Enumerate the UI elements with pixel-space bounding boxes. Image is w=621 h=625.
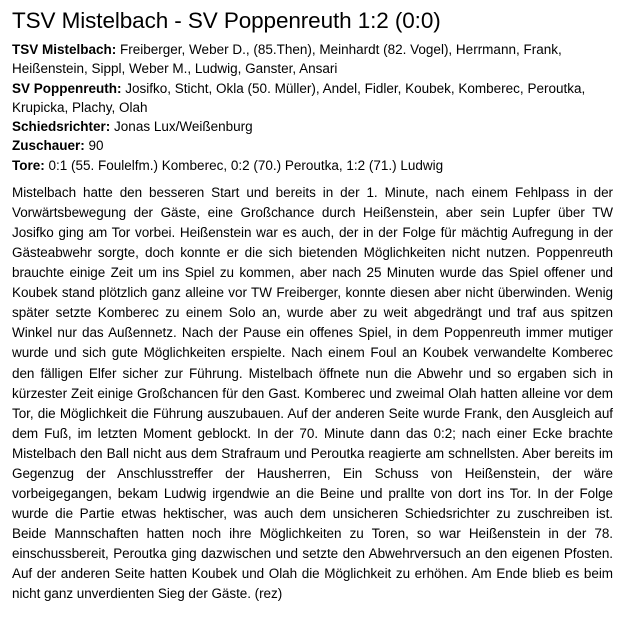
match-headline: TSV Mistelbach - SV Poppenreuth 1:2 (0:0) [12,8,441,33]
fact-label: TSV Mistelbach: [12,42,117,57]
lineup-away [12,79,613,118]
fact-value: Josifko, Sticht, Okla (50. Müller), Andel, Fidler, Koubek, Komberec, Peroutka, Krupicka, Plachy, Olah [12,80,586,115]
fact-label: SV Poppenreuth: [12,80,122,96]
fact-value: Jonas Lux/Weißenburg [110,119,253,135]
fact-label: Tore: [12,157,45,173]
lineup-home [12,40,613,79]
fact-label: Schiedsrichter: [12,119,111,135]
referee [12,117,613,136]
fact-label: Zuschauer: [12,138,85,154]
match-facts [12,40,613,175]
fact-value: Freiberger, Weber D., (85.Then), Meinhardt (82. Vogel), Herrmann, Frank, Heißenstein, Sippl, Weber M., Ludwig, Ganster, Ansari [12,42,562,77]
goals [12,156,613,175]
match-report: Mistelbach hatte den besseren Start und bereits in der 1. Minute, nach einem Fehlpass in der Vorwärtsbewegung der Gäste, eine Großchance durch Heißenstein, aber sein Lupfer über TW Josifko ging am Tor vorbei. Heißenstein war es auch, der in der Folge für mächtig Aufregung in der Gästeabwehr sorgte, doch konnte er die sich bietenden Möglichkeiten nicht nutzen. Poppenreuth brauchte einige Zeit um ins Spiel zu kommen, aber nach 25 Minuten wurde das Spiel offener und Koubek stand plötzlich ganz alleine vor TW Freiberger, konnte diesen aber nicht überwinden. Wenig später setzte Komberec zu einem Solo an, wurde aber zu weit abgedrängt und traf aus spitzen Winkel nur das Außennetz. Nach der Pause ein offenes Spiel, in dem Poppenreuth immer mutiger wurde und sich gute Möglichkeiten erspielte. Nach einem Foul an Koubek verwandelte Komberec den fälligen Elfer sicher zur Führung. Mistelbach öffnete nun die Abwehr und so ergaben sich in kürzester Zeit einige Großchancen für den Gast. Komberec und zweimal Olah hatten alleine vor dem Tor, die Möglichkeit die Führung auszubauen. Auf der anderen Seite wurde Frank, den Ausgleich auf dem Fuß, im letzten Moment geblockt. In der 70. Minute dann das 0:2; nach einer Ecke brachte Mistelbach den Ball nicht aus dem Strafraum und Peroutka reagierte am schnellsten. Aber bereits im Gegenzug der Anschlusstreffer der Hausherren, Ein Schuss von Heißenstein, der wäre vorbeigegangen, bekam Ludwig irgendwie an die Beine und prallte von dort ins Tor. In der Folge wurde die Partie etwas hektischer, was auch dem unsicheren Schiedsrichter zu zuschreiben ist. Beide Mannschaften hatten noch ihre Möglichkeiten zu Toren, so war Heißenstein in der 78. einschussbereit, Peroutka ging dazwischen und setzte den Abwehrversuch an den eigenen Pfosten. Auf der anderen Seite hatten Koubek und Olah die Möglichkeit zu erhöhen. Am Ende blieb es beim nicht ganz unverdienten Sieg der Gäste. (rez) [12,185,613,602]
fact-value: 0:1 (55. Foulelfm.) Komberec, 0:2 (70.) Peroutka, 1:2 (71.) Ludwig [44,157,444,173]
fact-value: 90 [84,138,104,154]
attendance [12,136,613,155]
